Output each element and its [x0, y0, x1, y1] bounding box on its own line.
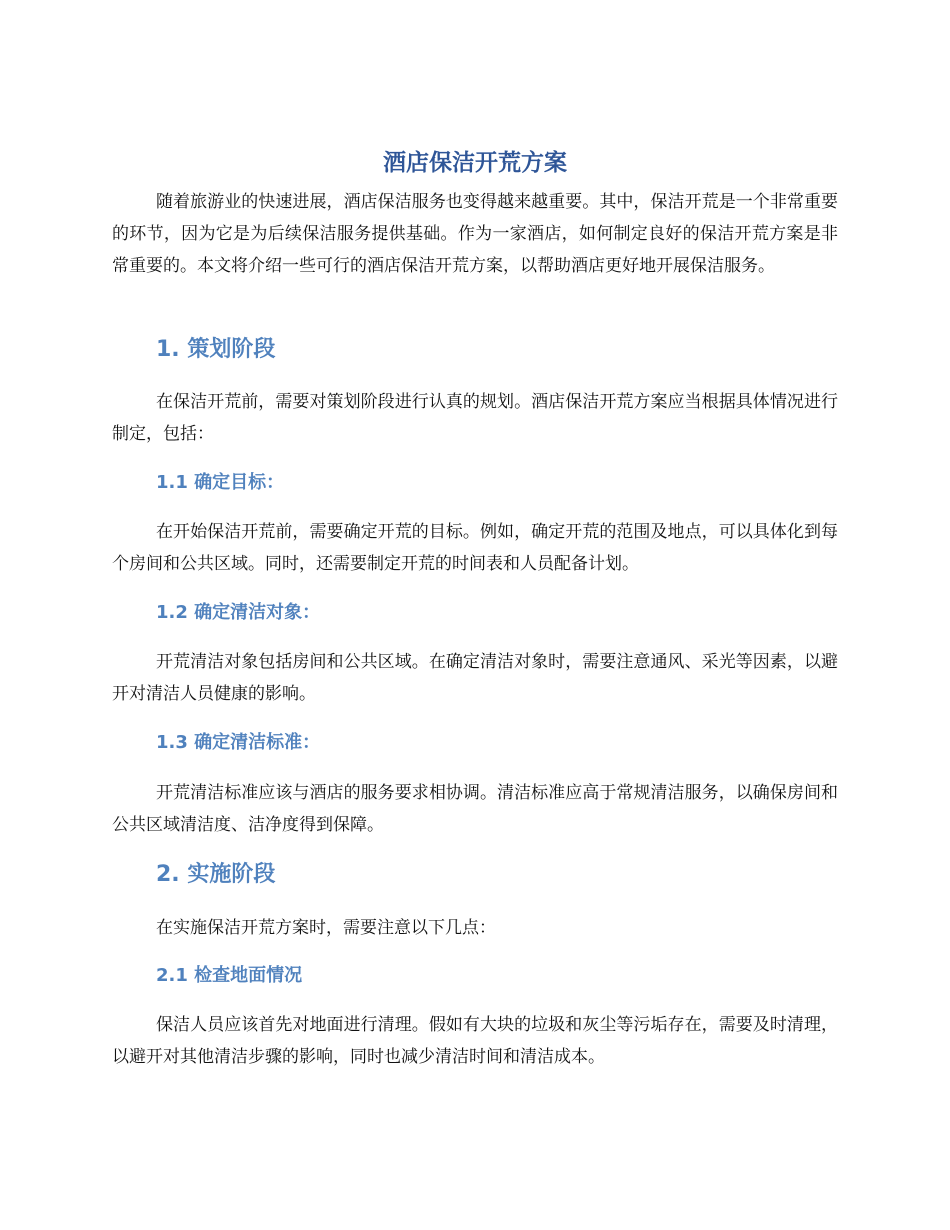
subsection-2-1-heading: 2.1 检查地面情况: [156, 965, 303, 986]
subsection-1-1-body: 在开始保洁开荒前，需要确定开荒的目标。例如，确定开荒的范围及地点，可以具体化到每个房间和公共区域。同时，还需要制定开荒的时间表和人员配备计划。: [112, 522, 838, 574]
section-2-intro: 在实施保洁开荒方案时，需要注意以下几点：: [156, 918, 496, 938]
document-title: 酒店保洁开荒方案: [383, 150, 567, 176]
subsection-1-2-body: 开荒清洁对象包括房间和公共区域。在确定清洁对象时，需要注意通风、采光等因素，以避开对清洁人员健康的影响。: [112, 652, 838, 704]
subsection-1-3-body: 开荒清洁标准应该与酒店的服务要求相协调。清洁标准应高于常规清洁服务，以确保房间和公共区域清洁度、洁净度得到保障。: [112, 783, 838, 835]
section-1-intro: 在保洁开荒前，需要对策划阶段进行认真的规划。酒店保洁开荒方案应当根据具体情况进行制定，包括：: [112, 392, 838, 444]
subsection-2-1-body: 保洁人员应该首先对地面进行清理。假如有大块的垃圾和灰尘等污垢存在，需要及时清理，以避开对其他清洁步骤的影响，同时也减少清洁时间和清洁成本。: [112, 1015, 838, 1067]
subsection-1-1-heading: 1.1 确定目标：: [156, 472, 285, 493]
section-2-heading: 2. 实施阶段: [156, 862, 276, 887]
subsection-1-2-heading: 1.2 确定清洁对象：: [156, 602, 321, 623]
subsection-1-3-heading: 1.3 确定清洁标准：: [156, 732, 321, 753]
section-1-heading: 1. 策划阶段: [156, 337, 276, 362]
intro-paragraph: 随着旅游业的快速进展，酒店保洁服务也变得越来越重要。其中，保洁开荒是一个非常重要的环节，因为它是为后续保洁服务提供基础。作为一家酒店，如何制定良好的保洁开荒方案是非常重要的。本文将介绍一些可行的酒店保洁开荒方案，以帮助酒店更好地开展保洁服务。: [112, 192, 838, 276]
